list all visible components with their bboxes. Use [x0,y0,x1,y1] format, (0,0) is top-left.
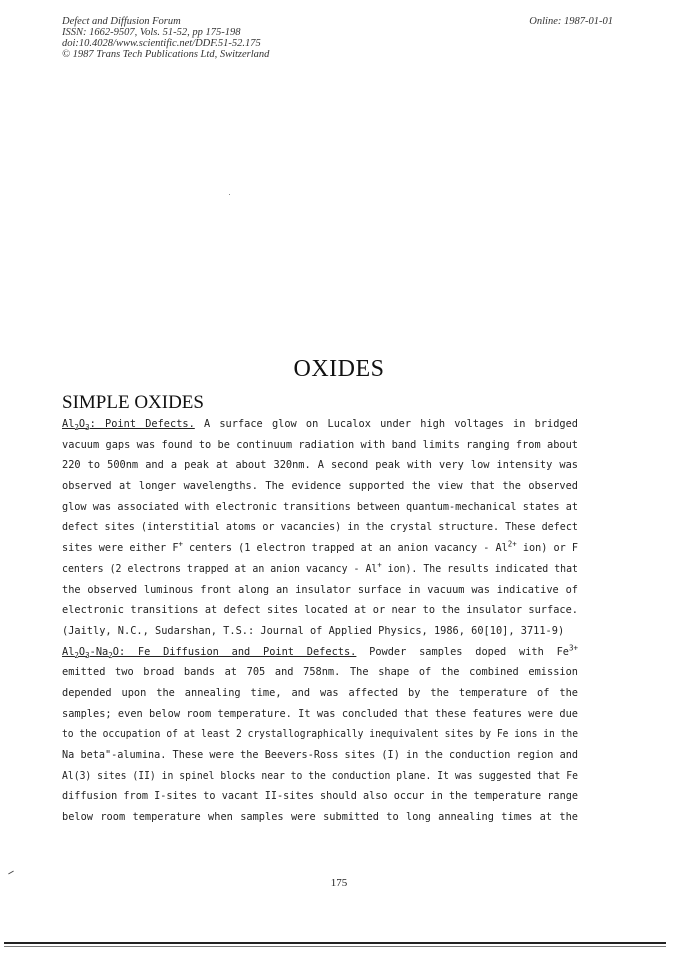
text-line: sites were either F+ centers (1 electron trapped at an anion vacancy - $Al^{2+}$ ion) or F [62,539,578,555]
text-line: electronic transitions at defect sites located at or near to the insulator surface. [62,604,578,617]
footer-rule-thin [4,946,666,947]
text-line: $Al_2O_3$: Point Defects. A surface glow on Lucalox under high voltages in bridged [62,418,578,433]
text-line: the observed luminous front along an insulator surface in vacuum was indicative of [62,583,578,596]
entry-heading: $Al_2O_3$: Point Defects. [62,418,195,433]
text-line: below room temperature when samples were submitted to long annealing times at the [62,811,578,824]
text-line: depended upon the annealing time, and was affected by the temperature of the [62,686,578,699]
online-date: Online: 1987-01-01 [529,16,613,27]
text-line: glow was associated with electronic transitions between quantum-mechanical states at [62,500,578,513]
text-line: defect sites (interstitial atoms or vacancies) in the crystal structure. These defect [62,521,578,534]
issn-line: ISSN: 1662-9507, Vols. 51-52, pp 175-198 [62,27,241,38]
page-number: 175 [330,877,348,889]
journal-name: Defect and Diffusion Forum [62,16,181,27]
footer-rule [4,942,666,944]
text-line: observed at longer wavelengths. The evidence supported the view that the observed [62,480,578,493]
doi-line: doi:10.4028/www.scientific.net/DDF.51-52.175 [62,38,261,49]
copyright-line: © 1987 Trans Tech Publications Ltd, Switzerland [62,49,270,60]
text-line: vacuum gaps was found to be continuum radiation with band limits ranging from about [62,438,578,451]
text-line: samples; even below room temperature. It was concluded that these features were due [62,707,578,720]
text-line: 220 to 500nm and a peak at about 320nm. A second peak with very low intensity was [62,459,578,472]
section-heading: SIMPLE OXIDES [62,392,204,413]
text-line: $Al_2O_3-Na_2O$: Fe Diffusion and Point Defects. Powder samples doped with $Fe^{3+}$ [62,643,579,660]
text-line: emitted two broad bands at 705 and 758nm. The shape of the combined emission [62,666,578,679]
text-line: diffusion from I-sites to vacant II-sites should also occur in the temperature range [62,790,578,803]
text-line: Na beta"-alumina. These were the Beevers-Ross sites (I) in the conduction region and [62,749,578,761]
text-line: centers (2 electrons trapped at an anion vacancy - Al+ ion). The results indicated that [62,560,578,575]
text-line: Al(3) sites (II) in spinel blocks near to the conduction plane. It was suggested that Fe [62,769,578,782]
entry-heading: $Al_2O_3-Na_2O$: Fe Diffusion and Point Defects. [62,645,357,660]
journal-header [62,16,269,60]
scan-speck [229,194,230,195]
scan-mark [8,871,14,875]
text-line: to the occupation of at least 2 crystallographically inequivalent sites by Fe ions in the [62,728,578,741]
citation-line: (Jaitly, N.C., Sudarshan, T.S.: Journal of Applied Physics, 1986, 60[10], 3711-9) [62,624,565,637]
page-title: OXIDES [293,356,385,382]
article-body [62,414,578,828]
